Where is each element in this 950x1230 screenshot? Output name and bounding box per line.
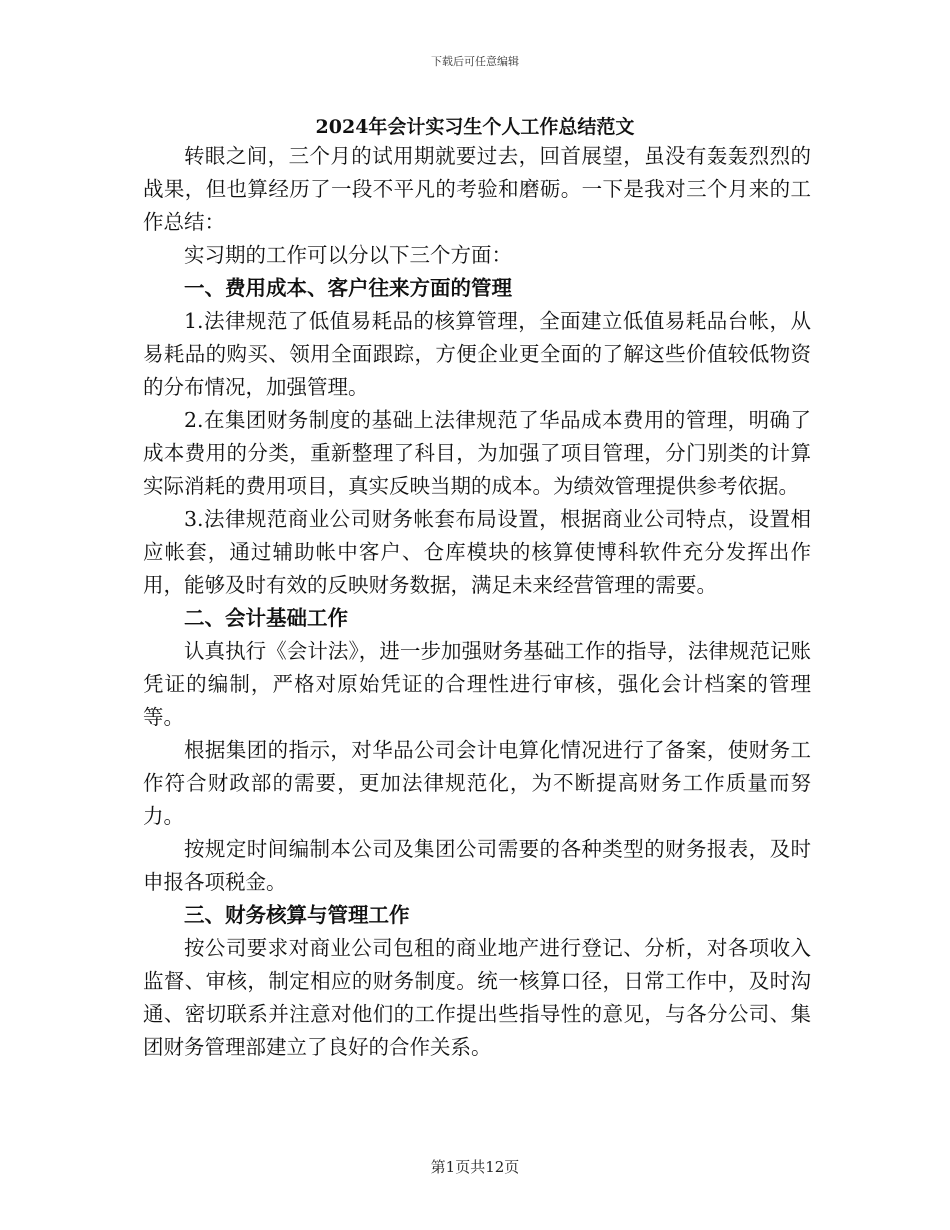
section-heading: 一、费用成本、客户往来方面的管理	[184, 276, 512, 300]
paragraph: 按公司要求对商业公司包租的商业地产进行登记、分析，对各项收入监督、审核，制定相应的财务制度。统一核算口径，日常工作中，及时沟通、密切联系并注意对他们的工作提出些指导性的意见，与各分公司、集团财务管理部建立了良好的合作关系。	[143, 936, 811, 1059]
document-body	[143, 140, 811, 1064]
paragraph: 按规定时间编制本公司及集团公司需要的各种类型的财务报表，及时申报各项税金。	[143, 837, 811, 894]
paragraph: 转眼之间，三个月的试用期就要过去，回首展望，虽没有轰轰烈烈的战果，但也算经历了一段不平凡的考验和磨砺。一下是我对三个月来的工作总结：	[143, 144, 811, 234]
section-heading: 二、会计基础工作	[184, 606, 348, 630]
page-number-footer: 第1页共12页	[430, 1158, 520, 1176]
paragraph: 1.法律规范了低值易耗品的核算管理，全面建立低值易耗品台帐，从易耗品的购买、领用全面跟踪，方便企业更全面的了解这些价值较低物资的分布情况，加强管理。	[143, 309, 811, 399]
paragraph: 实习期的工作可以分以下三个方面：	[184, 243, 512, 267]
section-heading: 三、财务核算与管理工作	[184, 903, 410, 927]
document-title: 2024年会计实习生个人工作总结范文	[315, 116, 635, 138]
paragraph: 2.在集团财务制度的基础上法律规范了华品成本费用的管理，明确了成本费用的分类，重新整理了科目，为加强了项目管理，分门别类的计算实际消耗的费用项目，真实反映当期的成本。为绩效管理提供参考依据。	[143, 408, 811, 498]
paragraph: 认真执行《会计法》，进一步加强财务基础工作的指导，法律规范记账凭证的编制，严格对原始凭证的合理性进行审核，强化会计档案的管理等。	[143, 639, 811, 729]
paragraph: 根据集团的指示，对华品公司会计电算化情况进行了备案，使财务工作符合财政部的需要，更加法律规范化，为不断提高财务工作质量而努力。	[143, 738, 811, 828]
page-header-note: 下载后可任意编辑	[431, 55, 519, 68]
paragraph: 3.法律规范商业公司财务帐套布局设置，根据商业公司特点，设置相应帐套，通过辅助帐中客户、仓库模块的核算使博科软件充分发挥出作用，能够及时有效的反映财务数据，满足未来经营管理的需要。	[143, 507, 811, 597]
